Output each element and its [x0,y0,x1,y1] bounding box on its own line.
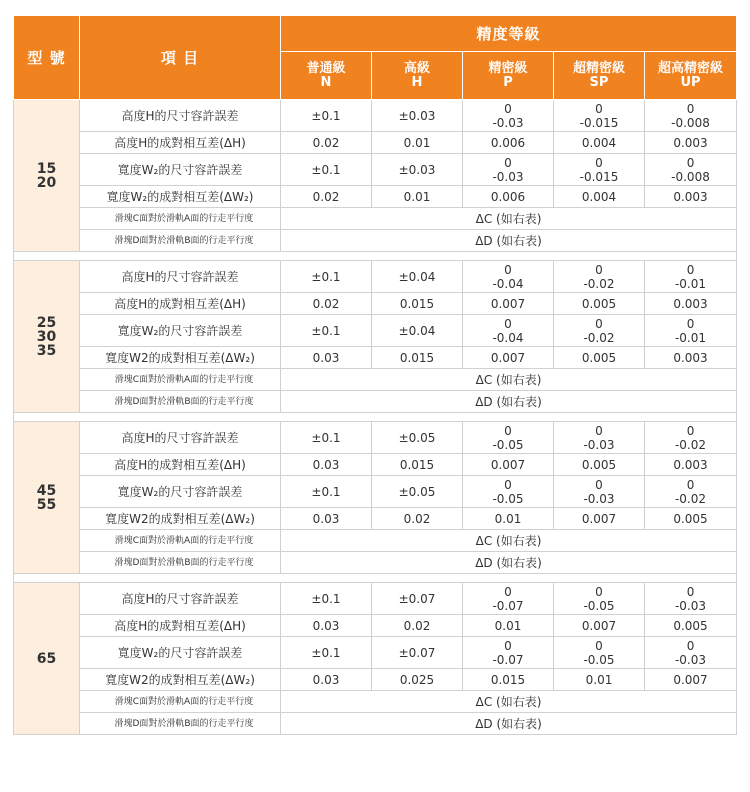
table-row [14,615,737,637]
value-line: 0.007 [490,457,526,472]
value-cell [645,315,737,347]
value-cell [281,454,372,476]
value-cell [645,476,737,508]
value-cell [463,100,554,132]
model-number: 65 [36,650,57,667]
value-line: 0.02 [403,511,431,526]
value-line: 0.003 [673,296,708,311]
value-line: 0.005 [581,457,617,472]
table-row [14,508,737,530]
value-line: ±0.04 [398,269,436,284]
value-line: -0.04 [492,276,524,291]
value-cell [554,637,645,669]
value-line: 0.015 [490,672,526,687]
value-cell [554,669,645,691]
parallelism-label: 滑塊C面對於滑軌A面的行走平行度 [80,208,281,230]
value-line: 0.03 [312,672,340,687]
value-line: -0.02 [674,437,707,452]
grade-code: N [320,74,332,90]
table-row [14,154,737,186]
value-line: 0.007 [673,672,708,687]
group-gap [14,413,737,422]
value-line: 0.01 [403,189,431,204]
value-cell [463,422,554,454]
value-line: 0.005 [581,296,617,311]
value-line: 0.02 [312,135,340,150]
value-cell [372,508,463,530]
value-cell [281,476,372,508]
value-line: -0.03 [583,491,615,506]
value-cell [645,347,737,369]
value-line: -0.07 [492,598,524,613]
model-number: 35 [36,342,57,359]
item-label: 寬度W₂的尺寸容許誤差 [80,315,281,347]
value-cell [554,454,645,476]
value-cell [554,261,645,293]
value-cell [372,100,463,132]
value-line: 0.007 [490,296,526,311]
item-label: 寬度W2的成對相互差(ΔW₂) [80,508,281,530]
value-cell [372,615,463,637]
value-cell [645,615,737,637]
value-line: ±0.05 [398,484,436,499]
value-line: -0.01 [674,330,707,345]
value-cell [645,186,737,208]
value-line: 0.02 [403,618,431,633]
value-line: 0.003 [673,189,708,204]
value-cell [463,261,554,293]
value-line: -0.02 [674,491,707,506]
value-line: -0.04 [492,330,524,345]
value-line: -0.03 [583,437,615,452]
value-line: 0.007 [581,618,617,633]
parallelism-label: 滑塊D面對於滑軌B面的行走平行度 [80,552,281,574]
value-line: -0.03 [674,598,707,613]
value-line: 0 [595,638,603,653]
value-cell [463,186,554,208]
value-line: ±0.04 [398,323,436,338]
value-line: 0.004 [581,135,617,150]
value-cell [281,186,372,208]
parallelism-value: ΔC (如右表) [281,691,737,713]
value-cell [281,261,372,293]
model-cell [14,583,80,735]
parallelism-row-d [14,391,737,413]
value-line: -0.05 [583,652,615,667]
value-line: 0 [504,423,512,438]
value-cell [554,422,645,454]
parallelism-value: ΔC (如右表) [281,530,737,552]
value-line: 0.007 [581,511,617,526]
value-line: 0 [504,316,512,331]
value-line: 0.02 [312,189,340,204]
parallelism-label: 滑塊D面對於滑軌B面的行走平行度 [80,713,281,735]
value-line: ±0.1 [311,645,341,660]
value-cell [554,476,645,508]
table-row [14,100,737,132]
item-label: 高度H的成對相互差(ΔH) [80,293,281,315]
header-grade-p [463,52,554,100]
value-cell [645,637,737,669]
item-label: 高度H的尺寸容許誤差 [80,583,281,615]
value-cell [463,154,554,186]
item-label: 高度H的尺寸容許誤差 [80,100,281,132]
value-line: 0.005 [581,350,617,365]
grade-name: 精密級 [488,60,528,76]
value-line: 0.025 [399,672,435,687]
grade-name: 超精密級 [572,60,625,76]
grade-name: 高級 [403,60,430,76]
parallelism-row-d [14,230,737,252]
value-line: ±0.1 [311,269,341,284]
value-cell [645,508,737,530]
value-line: 0 [504,584,512,599]
value-line: ±0.03 [398,162,436,177]
value-cell [281,508,372,530]
grade-name: 普通級 [306,60,346,76]
parallelism-row-d [14,552,737,574]
value-cell [372,583,463,615]
value-line: 0 [686,638,695,653]
value-line: -0.03 [492,115,524,130]
value-cell [554,347,645,369]
parallelism-value: ΔD (如右表) [281,713,737,735]
value-line: 0.01 [494,618,522,633]
model-cell [14,100,80,252]
value-cell [281,422,372,454]
value-line: 0 [504,262,512,277]
value-line: -0.03 [674,652,707,667]
item-label: 高度H的成對相互差(ΔH) [80,132,281,154]
value-line: 0.015 [399,350,435,365]
table-row [14,583,737,615]
value-cell [463,508,554,530]
value-cell [463,476,554,508]
value-cell [281,154,372,186]
table-row [14,422,737,454]
value-line: 0.005 [673,511,708,526]
parallelism-label: 滑塊C面對於滑軌A面的行走平行度 [80,369,281,391]
header-item: 項 目 [80,16,281,100]
value-line: 0 [595,477,603,492]
table-row [14,186,737,208]
model-number: 20 [36,174,57,191]
model-number: 15 [36,160,57,177]
value-line: 0 [595,155,603,170]
value-line: 0.01 [494,511,522,526]
value-line: 0.015 [399,457,435,472]
value-cell [372,154,463,186]
value-line: -0.015 [579,169,619,184]
model-number: 55 [36,496,57,513]
value-line: 0.005 [673,618,708,633]
header-grade-sp [554,52,645,100]
header-grade-h [372,52,463,100]
value-line: ±0.07 [398,591,436,606]
value-cell [645,100,737,132]
value-line: 0.01 [585,672,613,687]
value-cell [372,454,463,476]
value-line: 0 [504,477,512,492]
parallelism-row-c [14,530,737,552]
value-cell [554,100,645,132]
value-cell [372,315,463,347]
parallelism-row-c [14,208,737,230]
value-cell [281,315,372,347]
value-line: 0.006 [490,135,526,150]
header-grade-group: 精度等級 [281,16,737,52]
value-cell [372,347,463,369]
value-line: 0 [686,262,695,277]
value-line: 0.015 [399,296,435,311]
model-number: 30 [36,328,57,345]
grade-code: P [503,74,513,90]
item-label: 寬度W2的成對相互差(ΔW₂) [80,347,281,369]
parallelism-label: 滑塊D面對於滑軌B面的行走平行度 [80,391,281,413]
parallelism-value: ΔD (如右表) [281,552,737,574]
value-line: 0 [595,101,603,116]
value-line: 0.03 [312,457,340,472]
item-label: 寬度W₂的尺寸容許誤差 [80,154,281,186]
value-cell [645,261,737,293]
value-cell [554,315,645,347]
value-line: ±0.1 [311,591,341,606]
value-line: ±0.05 [398,430,436,445]
value-line: 0 [595,584,603,599]
grade-code: UP [680,74,701,90]
group-gap [14,574,737,583]
value-cell [372,132,463,154]
model-cell [14,422,80,574]
value-cell [645,454,737,476]
grade-code: SP [589,74,609,90]
value-line: 0 [686,316,695,331]
group-gap [14,252,737,261]
value-line: -0.03 [492,169,524,184]
parallelism-value: ΔD (如右表) [281,230,737,252]
value-line: -0.01 [674,276,707,291]
value-cell [463,315,554,347]
value-cell [554,293,645,315]
table-row [14,347,737,369]
value-cell [554,508,645,530]
parallelism-label: 滑塊C面對於滑軌A面的行走平行度 [80,530,281,552]
value-line: 0.004 [581,189,617,204]
parallelism-value: ΔC (如右表) [281,369,737,391]
table-row [14,476,737,508]
table-row [14,261,737,293]
value-cell [463,347,554,369]
item-label: 寬度W₂的成對相互差(ΔW₂) [80,186,281,208]
value-line: ±0.1 [311,162,341,177]
value-cell [645,583,737,615]
value-line: ±0.1 [311,323,341,338]
value-cell [281,583,372,615]
item-label: 寬度W₂的尺寸容許誤差 [80,637,281,669]
value-line: -0.05 [583,598,615,613]
value-cell [463,615,554,637]
parallelism-value: ΔD (如右表) [281,391,737,413]
header-grade-up [645,52,737,100]
value-line: ±0.1 [311,430,341,445]
value-line: 0 [595,316,603,331]
value-line: ±0.1 [311,108,341,123]
value-line: 0 [504,638,512,653]
value-cell [372,637,463,669]
value-line: 0 [686,477,695,492]
value-cell [372,186,463,208]
table-row [14,669,737,691]
parallelism-value: ΔC (如右表) [281,208,737,230]
grade-code: H [411,74,423,90]
value-cell [645,669,737,691]
value-cell [372,293,463,315]
value-line: -0.07 [492,652,524,667]
value-line: 0 [595,262,603,277]
value-cell [645,132,737,154]
value-cell [554,615,645,637]
value-cell [281,637,372,669]
value-cell [281,100,372,132]
item-label: 高度H的成對相互差(ΔH) [80,454,281,476]
value-cell [645,293,737,315]
parallelism-label: 滑塊D面對於滑軌B面的行走平行度 [80,230,281,252]
value-line: 0 [595,423,603,438]
grade-name: 超高精密級 [658,60,724,76]
value-line: 0.03 [312,511,340,526]
item-label: 高度H的尺寸容許誤差 [80,261,281,293]
parallelism-row-c [14,369,737,391]
value-line: ±0.1 [311,484,341,499]
header-grade-n [281,52,372,100]
value-cell [372,669,463,691]
value-cell [554,132,645,154]
item-label: 寬度W₂的尺寸容許誤差 [80,476,281,508]
header-model: 型 號 [14,16,80,100]
value-cell [372,261,463,293]
value-cell [281,669,372,691]
value-line: -0.015 [579,115,619,130]
value-cell [372,422,463,454]
value-line: 0 [686,101,695,116]
value-cell [281,347,372,369]
parallelism-row-c [14,691,737,713]
value-line: 0.03 [312,350,340,365]
value-cell [463,669,554,691]
value-cell [645,422,737,454]
value-cell [554,583,645,615]
value-cell [281,132,372,154]
value-line: 0.03 [312,618,340,633]
table-row [14,132,737,154]
item-label: 高度H的尺寸容許誤差 [80,422,281,454]
value-cell [281,293,372,315]
value-cell [554,154,645,186]
value-line: -0.008 [671,169,710,184]
parallelism-label: 滑塊C面對於滑軌A面的行走平行度 [80,691,281,713]
value-line: ±0.07 [398,645,436,660]
value-cell [463,583,554,615]
value-cell [281,615,372,637]
value-cell [463,132,554,154]
value-line: -0.008 [671,115,710,130]
value-cell [554,186,645,208]
value-line: -0.02 [583,276,615,291]
table-row [14,315,737,347]
value-line: 0.007 [490,350,526,365]
value-line: 0 [686,423,695,438]
value-line: 0.003 [673,350,708,365]
value-line: 0.01 [403,135,431,150]
value-line: 0.006 [490,189,526,204]
value-cell [463,454,554,476]
value-line: 0 [504,101,512,116]
value-line: 0 [686,584,695,599]
table-row [14,637,737,669]
value-line: 0.003 [673,135,708,150]
value-line: 0 [504,155,512,170]
value-cell [463,293,554,315]
value-cell [372,476,463,508]
model-number: 25 [36,314,57,331]
value-line: -0.02 [583,330,615,345]
precision-grade-table [13,15,737,735]
item-label: 寬度W2的成對相互差(ΔW₂) [80,669,281,691]
value-cell [463,637,554,669]
value-line: -0.05 [492,491,524,506]
value-cell [645,154,737,186]
model-number: 45 [36,482,57,499]
value-line: 0 [686,155,695,170]
parallelism-row-d [14,713,737,735]
value-line: 0.003 [673,457,708,472]
item-label: 高度H的成對相互差(ΔH) [80,615,281,637]
value-line: -0.05 [492,437,524,452]
value-line: ±0.03 [398,108,436,123]
value-line: 0.02 [312,296,340,311]
model-cell [14,261,80,413]
table-row [14,293,737,315]
table-row [14,454,737,476]
